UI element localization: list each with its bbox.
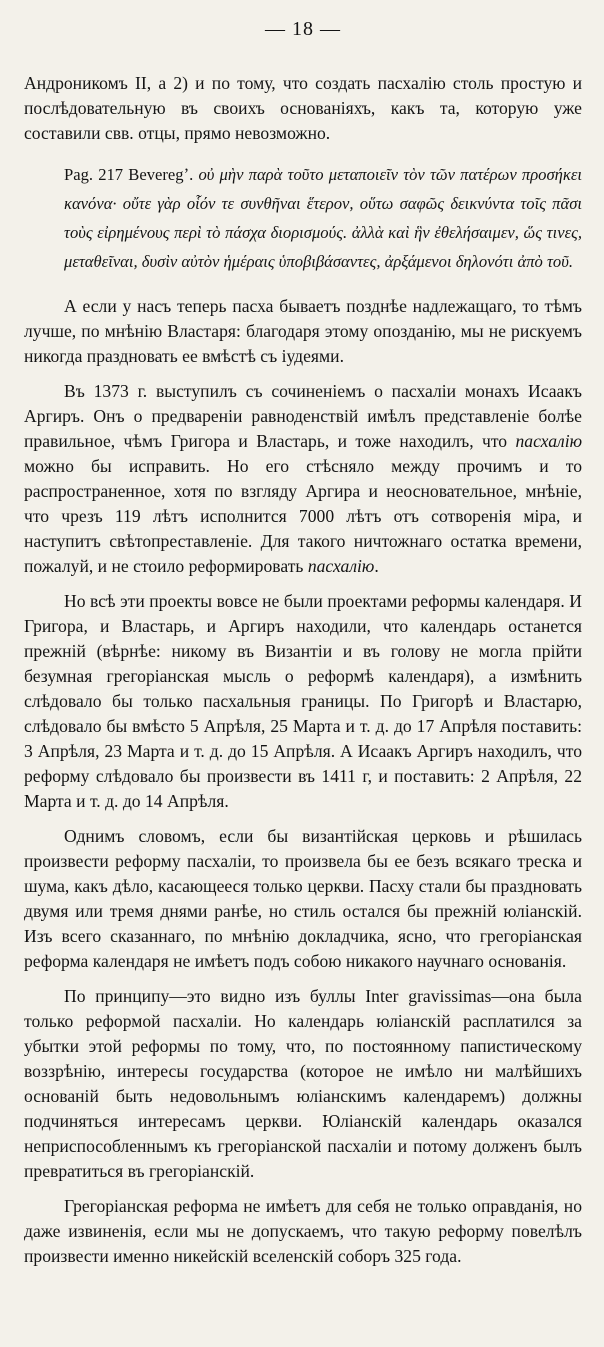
greek-text: οὐ μὴν παρὰ τοῦτο μεταποιεῖν τὸν τῶν πατέρων προσήκει κανόνα· οὔτε γὰρ οἷόν τε συνθῆναι ἕτερον, οὕτω σαφῶς δεικνύντα τοῖς πᾶσι τοὺς εἰρημένους περὶ τὸ πάσχα διορισμούς. ἀλλὰ καὶ ἣν ἐθελήσαιμεν, ὥς τινες, μεταθεῖναι, δυσὶν αὐτὸν ἡμέραις ὑποβιβάσαντες, ἀρξάμενοι δηλονότι ἀπὸ τοῦ. (64, 165, 583, 271)
paragraph-continued: Андроникомъ II, а 2) и по тому, что создать пасхалію столь простую и послѣдовательную въ своихъ основаніяхъ, какъ та, которую уже составили свв. отцы, прямо невозможно. (24, 73, 582, 143)
citation-reference: Pag. 217 Beveregʼ. (64, 165, 194, 184)
page-number: — 18 — (265, 18, 341, 40)
paragraph-argyr (24, 379, 582, 579)
paragraph-vlastar: А если у насъ теперь пасха бываетъ позднѣе надлежащаго, то тѣмъ лучше, по мнѣнію Властаря: благодаря этому опозданію, мы не рискуемъ никогда праздновать ее вмѣстѣ съ іудеями. (24, 296, 582, 366)
paragraph-projects: Но всѣ эти проекты вовсе не были проектами реформы календаря. И Григора, и Властарь, и Аргиръ находили, что календарь останется прежній (вѣрнѣе: никому въ Византіи и въ голову не могла прійти безумная грегоріанская мысль о реформѣ календаря), а измѣнить слѣдовало бы только пасхальныя границы. По Григорѣ и Властарю, слѣдовало бы вмѣсто 5 Апрѣля, 25 Марта и т. д. до 17 Апрѣля поставить: 3 Апрѣля, 23 Марта и т. д. до 15 Апрѣля. А Исаакъ Аргиръ находилъ, что реформу слѣдовало бы произвести въ 1411 г, и поставить: 2 Апрѣля, 22 Марта и т. д. до 14 Апрѣля. (24, 591, 582, 811)
argyr-text-a: Въ 1373 г. выступилъ съ сочиненіемъ о пасхаліи монахъ Исаакъ Аргиръ. Онъ о предвареніи равноденствій имѣлъ представленіе болѣе правильное, чѣмъ Григора и Властарь, и тоже находилъ, что (24, 381, 582, 451)
paragraph-byzantine-church: Однимъ словомъ, если бы византійская церковь и рѣшилась произвести реформу пасхаліи, то произвела бы ее безъ всякаго треска и шума, какъ дѣло, касающееся только церкви. Пасху стали бы праздновать двумя или тремя днями ранѣе, но стиль остался бы прежній юліанскій. Изъ всего сказаннаго, по мнѣнію докладчика, ясно, что грегоріанская реформа календаря не имѣетъ подъ собою никакого научнаго основанія. (24, 826, 582, 971)
paragraph-bull: По принципу—это видно изъ буллы Inter gravissimas—она была только реформой пасхаліи. Но календарь юліанскій расплатился за убытки этой реформы по тому, что, по постоянному папистическому воззрѣнію, интересы государства (которое не имѣло ни малѣйшихъ основаній быть недовольнымъ юліанскимъ календаремъ) должны подчиняться интересамъ церкви. Юліанскій календарь оказался неприспособленнымъ къ грегоріанской пасхаліи и потому долженъ былъ превратиться въ грегоріанскій. (24, 986, 582, 1181)
greek-quotation (64, 160, 582, 276)
argyr-text-c: . (374, 556, 379, 576)
argyr-emphasis-2: пасхалію (307, 556, 375, 576)
argyr-emphasis-1: пасхалію (515, 431, 582, 451)
argyr-text-b: можно бы исправить. Но его стѣсняло между прочимъ и то распространенное, хотя по взгляду Аргира и неосновательное, мнѣніе, что чрезъ 119 лѣтъ исполнится 7000 лѣтъ отъ сотворенія міра, и наступитъ свѣтопреставленіе. Для такого ничтожнаго остатка времени, пожалуй, и не стоило реформировать (24, 456, 582, 576)
paragraph-conclusion: Грегоріанская реформа не имѣетъ для себя не только оправданія, но даже извиненія, если мы не допускаемъ, что такую реформу повелѣлъ произвести именно никейскій вселенскій соборъ 325 года. (24, 1196, 582, 1266)
